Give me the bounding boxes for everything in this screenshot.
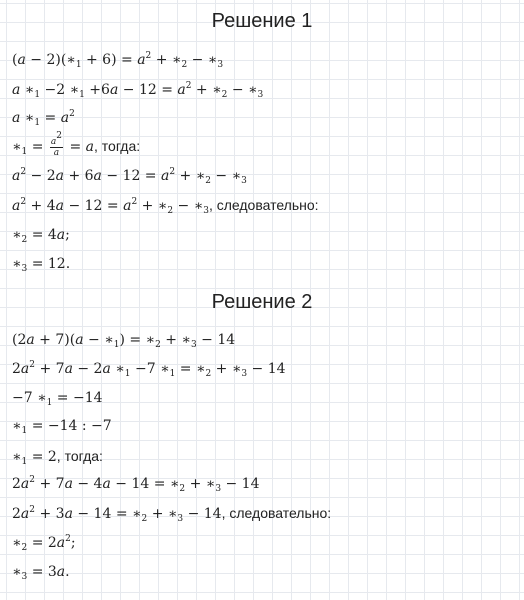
solution-1-title: Решение 1 bbox=[211, 10, 313, 32]
s1-then-text: , тогда: bbox=[94, 138, 141, 154]
solution-2-title: Решение 2 bbox=[211, 291, 313, 313]
s1-line-7: $∗_2 = 4a$; bbox=[12, 227, 70, 245]
s2-line-4: $∗_1 = -14$ : −7 bbox=[12, 418, 112, 436]
s2-line-5: $∗_1 = 2$, тогда: bbox=[12, 448, 103, 467]
fraction-a2-over-a: $\frac{a^2}{a}$ bbox=[50, 131, 62, 158]
s2-line-2: $2a^2 + 7a - 2a$ $∗_1 -7$ $∗_1$ = $∗_2$ + $∗_3 - 14$ bbox=[12, 360, 286, 379]
s2-line-1: $(2a + 7)(a - ∗_1)$ = $∗_2$ + $∗_3 - 14$ bbox=[12, 332, 236, 350]
s1-line-2: a $∗_1 -2$ $∗_1 +6a - 12 = a^2$ + $∗_2$ − $∗_3$ bbox=[12, 81, 264, 100]
s1-line-8: $∗_3 = 12$. bbox=[12, 256, 71, 274]
s1-period: . bbox=[65, 256, 71, 272]
s1-therefore-text: , следовательно: bbox=[208, 197, 319, 213]
s1-line-4: $∗_1$ = $\frac{a^2}{a}$ = a, тогда: bbox=[12, 131, 141, 158]
s2-therefore-text: , следовательно: bbox=[221, 505, 332, 521]
s1-semicolon: ; bbox=[65, 227, 70, 243]
s2-period: . bbox=[65, 564, 70, 580]
s2-then-text: , тогда: bbox=[56, 448, 103, 464]
s1-line-1: $(a - 2)(∗_1 + 6) = a^2$ + $∗_2$ − $∗_3$ bbox=[12, 51, 224, 70]
s2-line-7: $2a^2 + 3a - 14$ = $∗_2$ + $∗_3 - 14$, следовательно: bbox=[12, 505, 332, 524]
s2-semicolon: ; bbox=[70, 535, 76, 551]
s2-line-9: $∗_3 = 3a$. bbox=[12, 564, 70, 582]
s2-line-3: −7 $∗_1 = -14$ bbox=[12, 390, 103, 408]
s1-line-5: $a^2 - 2a + 6a - 12 = a^2$ + $∗_2$ − $∗_3$ bbox=[12, 167, 247, 186]
s1-line-3: a $∗_1 = a^2$ bbox=[12, 109, 75, 128]
s2-line-6: $2a^2 + 7a - 4a - 14$ = $∗_2$ + $∗_3 - 14$ bbox=[12, 475, 260, 494]
s2-line-8: $∗_2 = 2a^2$; bbox=[12, 534, 76, 553]
s1-line-6: $a^2 + 4a - 12 = a^2$ + $∗_2$ − $∗_3$, следовательно: bbox=[12, 197, 319, 216]
